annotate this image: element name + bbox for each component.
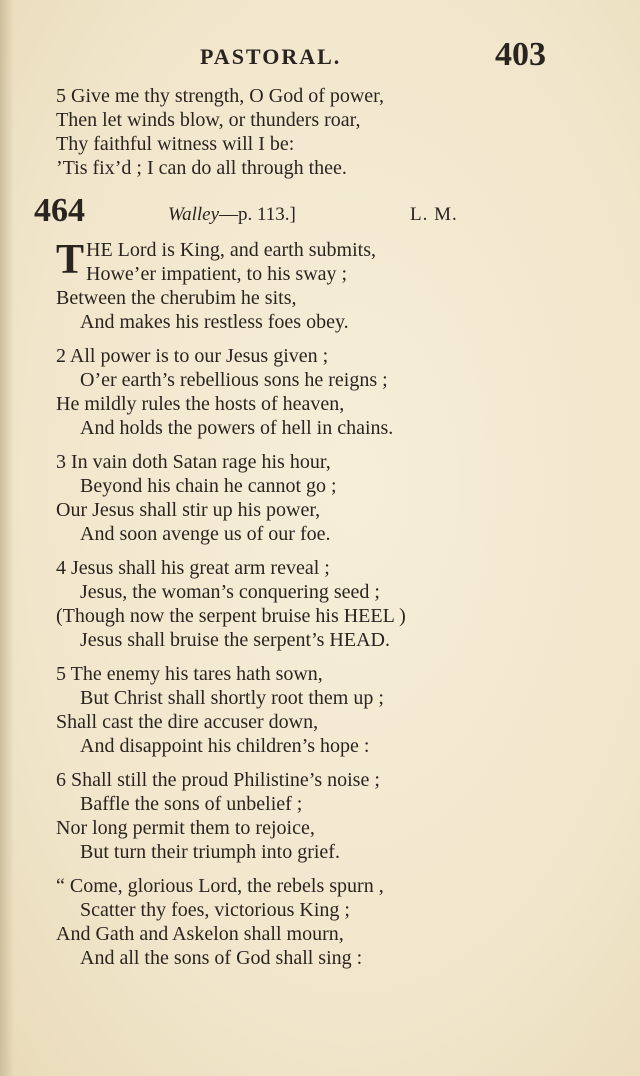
hymn-body	[56, 238, 406, 980]
verse-line: Our Jesus shall stir up his power,	[56, 499, 321, 521]
verse-line: Jesus, the woman’s conquering seed ;	[80, 581, 380, 603]
stanza	[56, 556, 406, 652]
verse-line: 5 The enemy his tares hath sown,	[56, 663, 323, 685]
page-gutter-shadow	[0, 0, 14, 1076]
stanza	[56, 874, 406, 970]
verse-line: 3 In vain doth Satan rage his hour,	[56, 451, 331, 473]
stanza	[56, 344, 406, 440]
verse-line: O’er earth’s rebellious sons he reigns ;	[80, 369, 388, 391]
verse-line: Jesus shall bruise the serpent’s HEAD.	[80, 629, 390, 651]
verse-line: (Though now the serpent bruise his HEEL )	[56, 605, 406, 627]
verse-line: And all the sons of God shall sing :	[80, 947, 363, 969]
verse-line: Scatter thy foes, victorious King ;	[80, 899, 350, 921]
verse-line: And makes his restless foes obey.	[80, 311, 349, 333]
verse-line: Then let winds blow, or thunders roar,	[56, 109, 361, 131]
drop-cap: T	[56, 237, 85, 283]
tune-name: Walley	[168, 204, 220, 225]
verse-line: Beyond his chain he cannot go ;	[80, 475, 337, 497]
verse-line: He mildly rules the hosts of heaven,	[56, 393, 345, 415]
verse-line: And holds the powers of hell in chains.	[80, 417, 394, 439]
verse-line: “ Come, glorious Lord, the rebels spurn ,	[56, 875, 384, 897]
hymn-heading	[34, 192, 484, 236]
verse-line: But turn their triumph into grief.	[80, 841, 340, 863]
running-head: PASTORAL.	[200, 44, 342, 69]
stanza	[56, 238, 406, 334]
verse-line: 5 Give me thy strength, O God of power,	[56, 85, 385, 107]
verse-line: Nor long permit them to rejoice,	[56, 817, 315, 839]
stanza	[56, 662, 406, 758]
stanza	[56, 768, 406, 864]
previous-hymn-final-stanza	[56, 84, 384, 180]
verse-line: And soon avenge us of our foe.	[80, 523, 331, 545]
verse-line: Howe’er impatient, to his sway ;	[86, 263, 348, 285]
verse-line: Shall cast the dire accuser down,	[56, 711, 319, 733]
tune-reference	[168, 204, 296, 226]
verse-line: 2 All power is to our Jesus given ;	[56, 345, 329, 367]
verse-line: Thy faithful witness will I be:	[56, 133, 295, 155]
hymn-number: 464	[34, 192, 85, 229]
verse-line: Between the cherubim he sits,	[56, 287, 297, 309]
verse-line: 4 Jesus shall his great arm reveal ;	[56, 557, 330, 579]
verse-line: And disappoint his children’s hope :	[80, 735, 370, 757]
page-header	[200, 36, 550, 76]
verse-line: ’Tis fix’d ; I can do all through thee.	[56, 157, 347, 179]
first-line-text: HE Lord is King, and earth submits,	[86, 239, 376, 261]
page-number: 403	[495, 36, 546, 73]
stanza	[56, 450, 406, 546]
verse-line: 6 Shall still the proud Philistine’s noise ;	[56, 769, 380, 791]
verse-line: And Gath and Askelon shall mourn,	[56, 923, 344, 945]
verse-line: Baffle the sons of unbelief ;	[80, 793, 303, 815]
meter: L. M.	[410, 204, 458, 225]
tune-page-ref: —p. 113.]	[219, 204, 296, 225]
verse-line: But Christ shall shortly root them up ;	[80, 687, 384, 709]
